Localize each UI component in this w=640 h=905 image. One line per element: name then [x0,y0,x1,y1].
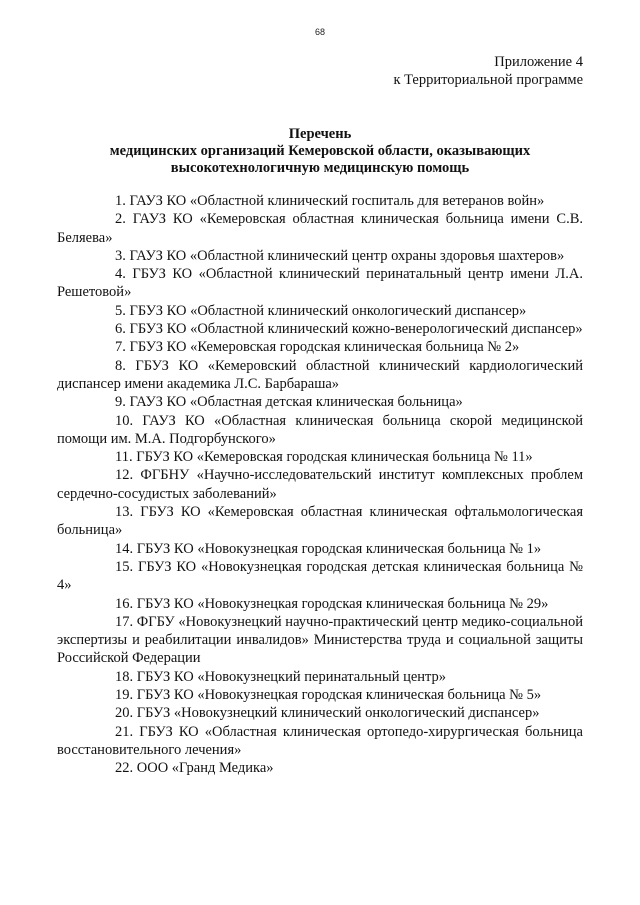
list-item: 19. ГБУЗ КО «Новокузнецкая городская клиническая больница № 5» [115,687,542,704]
list-item: 15. ГБУЗ КО «Новокузнецкая городская детская клиническая больница № 4» [57,558,583,594]
organization-list [57,192,583,778]
list-item: 22. ООО «Гранд Медика» [115,760,274,777]
list-item: 20. ГБУЗ «Новокузнецкий клинический онкологический диспансер» [115,705,540,722]
list-item: 9. ГАУЗ КО «Областная детская клиническая больница» [115,394,463,411]
list-item: 16. ГБУЗ КО «Новокузнецкая городская клиническая больница № 29» [115,595,549,612]
annex-header [393,53,583,89]
list-item: 8. ГБУЗ КО «Кемеровский областной клинический кардиологический диспансер имени академика Л.С. Барбараша» [57,357,583,392]
list-item: 1. ГАУЗ КО «Областной клинический госпиталь для ветеранов войн» [115,193,545,209]
list-item: 5. ГБУЗ КО «Областной клинический онкологический диспансер» [115,302,527,319]
list-item: 4. ГБУЗ КО «Областной клинический перинатальный центр имени Л.А. Решетовой» [57,266,583,301]
page-number: 68 [314,27,325,37]
list-item: 17. ФГБУ «Новокузнецкий научно-практический центр медико-социальной экспертизы и реабилитации инвалидов» Министерства труда и социальной защиты Российской Федерации [57,613,583,667]
list-item: 6. ГБУЗ КО «Областной клинический кожно-венерологический диспансер» [115,321,583,338]
title-line-1: Перечень [288,126,352,142]
list-item: 7. ГБУЗ КО «Кемеровская городская клиническая больница № 2» [115,339,520,356]
title-line-3: высокотехнологичную медицинскую помощь [170,160,470,176]
list-item: 10. ГАУЗ КО «Областная клиническая больница скорой медицинской помощи им. М.А. Подгорбунского» [57,412,583,447]
list-item: 12. ФГБНУ «Научно-исследовательский институт комплексных проблем сердечно-сосудистых заболеваний» [57,467,583,502]
annex-line-2: к Территориальной программе [393,72,583,88]
list-item: 11. ГБУЗ КО «Кемеровская городская клиническая больница № 11» [115,449,533,466]
list-item: 18. ГБУЗ КО «Новокузнецкий перинатальный центр» [115,668,447,685]
list-item: 21. ГБУЗ КО «Областная клиническая ортопедо-хирургическая больница восстановительного лечения» [57,723,583,758]
title-line-2: медицинских организаций Кемеровской области, оказывающих [109,143,531,159]
list-item: 13. ГБУЗ КО «Кемеровская областная клиническая офтальмологическая больница» [57,504,583,539]
list-item: 3. ГАУЗ КО «Областной клинический центр охраны здоровья шахтеров» [115,247,565,264]
document-title [57,126,583,177]
list-item: 14. ГБУЗ КО «Новокузнецкая городская клиническая больница № 1» [115,540,542,557]
annex-line-1: Приложение 4 [494,54,583,70]
list-item: 2. ГАУЗ КО «Кемеровская областная клиническая больница имени С.В. Беляева» [57,211,583,246]
